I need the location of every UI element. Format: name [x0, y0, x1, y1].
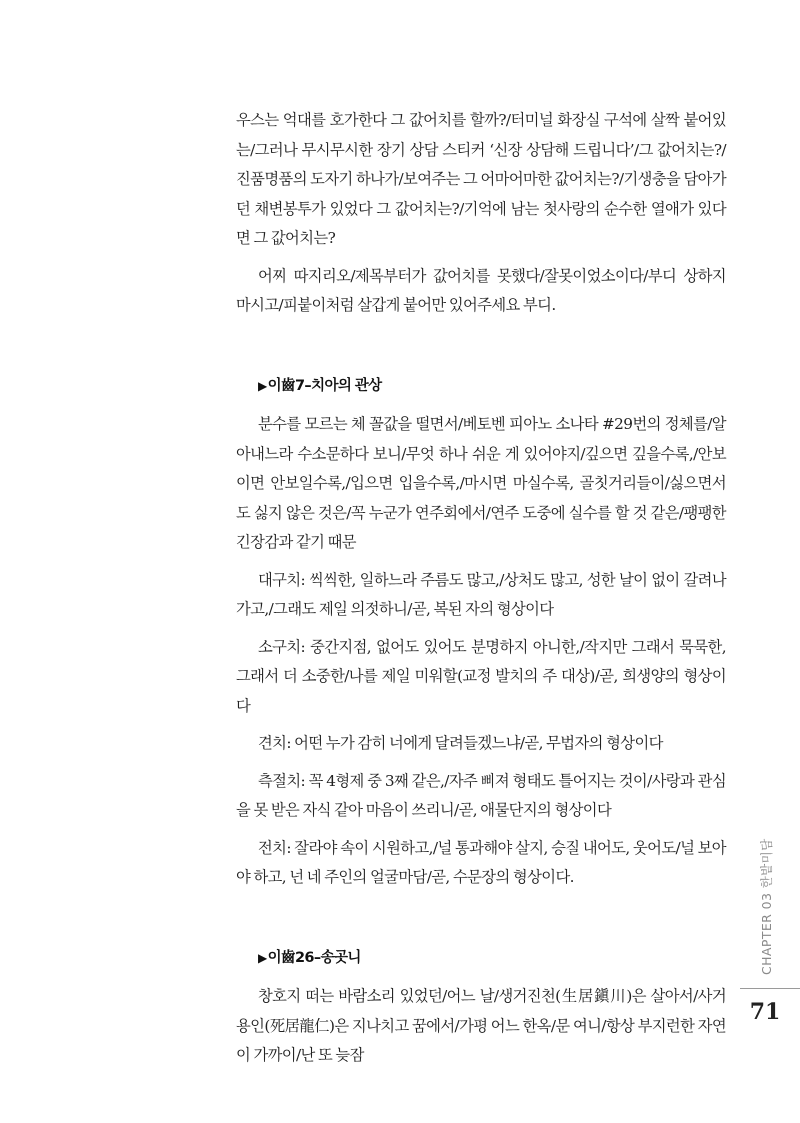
- paragraph: 창호지 떠는 바람소리 있었던/어느 날/생거진천(生居鎭川)은 살아서/사거용인(死居龍仁)은 지나치고 꿈에서/가평 어느 한옥/문 여니/항상 부지런한 자연이 가까이/난 또 늦잠: [236, 987, 726, 1064]
- paragraph: 어찌 따지리오/제목부터가 값어치를 못했다/잘못이었소이다/부디 상하지 마시고/피붙이처럼 살갑게 붙어만 있어주세요 부디.: [236, 266, 726, 314]
- page-number: 71: [749, 999, 781, 1025]
- section-heading: [236, 944, 726, 974]
- paragraph: 우스는 억대를 호가한다 그 값어치를 할까?/터미널 화장실 구석에 살짝 붙어있는/그러나 무시무시한 장기 상담 스티커 ‘신장 상담해 드립니다’/그 값어치는?/진품명품의 도자기 하나가/보여주는 그 어마어마한 값어치는?/기생충을 담아가던 채변봉투가 있었다 그 값어치는?/기억에 남는 첫사랑의 순수한 열애가 있다면 그 값어치는?: [236, 111, 726, 247]
- right-triangle-icon: ▶: [258, 378, 267, 393]
- heading-gap: [236, 401, 726, 410]
- paragraph: 대구치: 씩씩한, 일하느라 주름도 많고,/상처도 많고, 성한 날이 없이 갈려나가고,/그래도 제일 의젓하니/곧, 복된 자의 형상이다: [236, 570, 726, 618]
- right-triangle-icon: ▶: [258, 950, 267, 965]
- page-number-rule: [740, 988, 800, 989]
- section-heading-text: 이齒7–치아의 관상: [267, 377, 382, 394]
- heading-gap: [236, 973, 726, 982]
- paragraph: 전치: 잘라야 속이 시원하고,/널 통과해야 살지, 승질 내어도, 웃어도/널 보아야 하고, 넌 네 주인의 얼굴마담/곧, 수문장의 형상이다.: [236, 838, 726, 886]
- section-heading: [236, 372, 726, 402]
- paragraph-gap: [236, 721, 726, 729]
- paragraph: 분수를 모르는 체 꼴값을 떨면서/베토벤 피아노 소나타 #29번의 정체를/알아내느라 수소문하다 보니/무엇 하나 쉬운 게 있어야지/깊으면 깊을수록,/안보이면 안보일수록,/입으면 입을수록,/마시면 마실수록, 골칫거리들이/싫으면서도 싫지 않은 것은/꼭 누군가 연주회에서/연주 도중에 실수를 할 것 같은/팽팽한 긴장감과 같기 때문: [236, 415, 726, 551]
- section-heading-text: 이齒26–송곳니: [267, 949, 361, 966]
- paragraph-gap: [236, 625, 726, 633]
- paragraph: 측절치: 꼭 4형제 중 3째 같은,/자주 삐져 형태도 틀어지는 것이/사랑과 관심을 못 받은 자식 같아 마음이 쓰리니/곧, 애물단지의 형상이다: [236, 771, 726, 819]
- paragraph-gap: [236, 826, 726, 834]
- paragraph-gap: [236, 558, 726, 566]
- paragraph: 견치: 어떤 누가 감히 너에게 달려들겠느냐/곧, 무법자의 형상이다: [258, 734, 663, 752]
- paragraph-gap: [236, 254, 726, 262]
- paragraph-gap: [236, 759, 726, 767]
- section-gap: [236, 321, 726, 372]
- paragraph: 소구치: 중간지점, 없어도 있어도 분명하지 아니한,/작지만 그래서 묵묵한, 그래서 더 소중한/나를 제일 미워할(교정 발치의 주 대상)/곧, 희생양의 형상이다: [236, 637, 726, 715]
- section-gap: [236, 893, 726, 944]
- body-text: [236, 106, 726, 1071]
- chapter-label: CHAPTER 03 한밭미담: [759, 838, 774, 975]
